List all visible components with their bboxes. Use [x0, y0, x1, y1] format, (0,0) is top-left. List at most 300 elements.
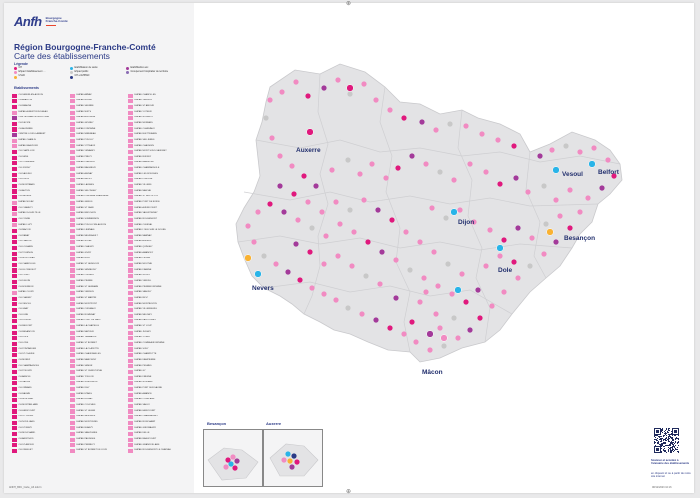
establishment-marker[interactable]	[333, 297, 338, 302]
qr-module	[673, 446, 674, 447]
establishment-name: EHPAD PIERREFONTAINE	[134, 285, 162, 288]
establishment-name: EHPAD JUSSEY	[134, 330, 151, 333]
establishment-marker[interactable]	[511, 143, 516, 148]
establishment-name: CH ARBOIS	[18, 375, 31, 378]
establishment-marker[interactable]	[529, 235, 534, 240]
establishment-marker[interactable]	[285, 269, 290, 274]
establishment-name: EHPAD GRANDVILLARS	[134, 443, 160, 446]
establishment-marker[interactable]	[423, 289, 428, 294]
qr-module	[673, 449, 674, 450]
establishment-marker[interactable]	[527, 263, 532, 268]
establishment-marker[interactable]	[451, 177, 456, 182]
establishment-marker[interactable]	[349, 263, 354, 268]
establishment-number-badge	[12, 409, 17, 413]
qr-module	[663, 439, 664, 440]
qr-module	[665, 434, 666, 435]
establishment-marker[interactable]	[293, 241, 298, 246]
qr-module	[670, 447, 671, 448]
establishment-number-badge	[128, 144, 133, 148]
establishment-name: EHPAD ST CHRISTOPHE	[76, 370, 103, 373]
establishment-marker[interactable]	[293, 79, 298, 84]
establishment-marker[interactable]	[383, 175, 388, 180]
city-label-macon: Mâcon	[422, 369, 443, 376]
qr-module	[674, 447, 675, 448]
establishment-marker[interactable]	[263, 115, 268, 120]
establishment-number-badge	[12, 218, 17, 222]
establishment-marker[interactable]	[345, 157, 350, 162]
qr-module	[671, 451, 672, 452]
establishment-marker[interactable]	[345, 305, 350, 310]
qr-module	[669, 444, 670, 445]
establishment-name: EHPAD MOIRANS	[134, 122, 153, 124]
establishment-number-badge	[70, 331, 75, 335]
establishment-number-badge	[12, 449, 17, 453]
qr-module	[672, 444, 673, 445]
legend-label: Groupement hospitalier de territoire	[130, 70, 169, 74]
establishment-marker[interactable]	[549, 147, 554, 152]
establishment-marker[interactable]	[577, 149, 582, 154]
establishment-number-badge	[12, 280, 17, 284]
establishment-number-badge	[70, 257, 75, 261]
establishment-marker[interactable]	[267, 201, 272, 206]
establishment-marker[interactable]	[357, 171, 362, 176]
qr-module	[668, 428, 669, 429]
qr-module	[656, 440, 657, 441]
establishment-name: EHPAD TRAMAYES	[76, 336, 97, 339]
establishment-name: EHPAD SANCEY	[134, 291, 152, 294]
establishment-number-badge	[128, 364, 133, 368]
qr-module	[667, 439, 668, 440]
establishment-number-badge	[12, 122, 17, 126]
establishment-marker[interactable]	[417, 239, 422, 244]
hub-marker[interactable]	[497, 245, 504, 252]
qr-module	[671, 438, 672, 439]
establishment-marker[interactable]	[513, 175, 518, 180]
establishment-marker[interactable]	[427, 347, 432, 352]
establishment-marker[interactable]	[497, 253, 502, 258]
establishment-marker[interactable]	[337, 221, 342, 226]
establishment-marker[interactable]	[407, 267, 412, 272]
qr-module	[654, 436, 655, 437]
establishment-marker[interactable]	[305, 93, 310, 98]
qr-module	[663, 443, 664, 444]
establishment-marker[interactable]	[291, 191, 296, 196]
qr-caption: Scannez et accédez à l'annuaire des établissements	[651, 459, 690, 466]
qr-module	[665, 443, 666, 444]
establishment-marker[interactable]	[347, 207, 352, 212]
establishment-marker[interactable]	[459, 271, 464, 276]
establishment-marker[interactable]	[525, 189, 530, 194]
establishment-number-badge	[70, 156, 75, 160]
establishment-marker[interactable]	[463, 299, 468, 304]
hub-marker[interactable]	[547, 229, 554, 236]
hub-marker[interactable]	[553, 167, 560, 174]
inset-auxerre-drawing	[264, 430, 322, 486]
qr-module	[678, 438, 679, 439]
establishment-number-badge	[128, 122, 133, 126]
establishment-marker[interactable]	[297, 277, 302, 282]
establishment-marker[interactable]	[585, 195, 590, 200]
qr-module	[668, 450, 669, 451]
establishment-name: EHPAD VITTEAUX	[76, 144, 96, 147]
establishment-marker[interactable]	[483, 169, 488, 174]
qr-link-text[interactable]: en cliquant ici ou à partir de notre site internet	[651, 472, 691, 479]
hub-marker[interactable]	[451, 209, 458, 216]
qr-module	[666, 438, 667, 439]
establishment-name: EHPAD SCEY	[134, 347, 149, 350]
establishment-marker[interactable]	[335, 253, 340, 258]
establishment-number-badge	[128, 342, 133, 346]
qr-module	[672, 448, 673, 449]
qr-module	[672, 446, 673, 447]
establishment-number-badge	[128, 404, 133, 408]
establishment-name: EHPAD CLERVAL	[134, 223, 153, 226]
hub-marker[interactable]	[589, 161, 596, 168]
qr-module	[661, 439, 662, 440]
hub-marker[interactable]	[455, 287, 462, 294]
establishment-marker[interactable]	[313, 183, 318, 188]
establishment-marker[interactable]	[363, 273, 368, 278]
establishment-number-badge	[70, 308, 75, 312]
establishment-marker[interactable]	[347, 91, 352, 96]
establishment-marker[interactable]	[245, 223, 250, 228]
establishment-marker[interactable]	[307, 249, 312, 254]
establishment-name: CH SALINS	[18, 381, 31, 384]
establishment-marker[interactable]	[563, 143, 568, 148]
qr-module	[670, 452, 671, 453]
qr-module	[655, 442, 656, 443]
establishment-number-badge	[128, 370, 133, 374]
establishment-marker[interactable]	[479, 131, 484, 136]
hub-marker[interactable]	[245, 255, 252, 262]
establishment-marker[interactable]	[359, 311, 364, 316]
establishment-marker[interactable]	[497, 181, 502, 186]
qr-module	[657, 435, 658, 436]
establishment-name: EHPAD HERICOURT	[134, 409, 156, 412]
qr-module	[671, 441, 672, 442]
qr-module	[667, 432, 668, 433]
qr-module	[677, 449, 678, 450]
establishment-marker[interactable]	[375, 207, 380, 212]
qr-module	[669, 438, 670, 439]
establishment-marker[interactable]	[373, 97, 378, 102]
establishment-marker[interactable]	[403, 229, 408, 234]
establishment-marker[interactable]	[373, 317, 378, 322]
establishment-number-badge	[128, 173, 133, 177]
establishment-marker[interactable]	[273, 261, 278, 266]
establishment-marker[interactable]	[377, 281, 382, 286]
establishment-marker[interactable]	[429, 205, 434, 210]
establishment-marker[interactable]	[455, 335, 460, 340]
inset-map-auxerre[interactable]	[263, 429, 323, 487]
establishment-marker[interactable]	[489, 303, 494, 308]
establishment-marker[interactable]	[387, 325, 392, 330]
qr-module	[668, 449, 669, 450]
establishment-name: CH PONTARLIER	[18, 347, 37, 350]
establishment-marker[interactable]	[251, 239, 256, 244]
establishment-number-badge	[128, 285, 133, 289]
establishments-heading: Etablissements	[14, 86, 39, 90]
establishment-number-badge	[128, 331, 133, 335]
qr-module	[671, 437, 672, 438]
establishment-marker[interactable]	[281, 209, 286, 214]
establishment-marker[interactable]	[361, 197, 366, 202]
establishment-marker[interactable]	[395, 165, 400, 170]
inset-besancon-drawing	[204, 430, 262, 486]
registration-mark-top: ⊕	[346, 1, 352, 7]
establishment-number-badge	[12, 161, 17, 165]
qr-module	[663, 436, 664, 437]
establishment-marker[interactable]	[361, 81, 366, 86]
hub-marker[interactable]	[255, 271, 262, 278]
establishment-marker[interactable]	[279, 89, 284, 94]
qr-module	[675, 448, 676, 449]
establishment-marker[interactable]	[269, 135, 274, 140]
establishment-number-badge	[70, 229, 75, 233]
qr-module	[668, 441, 669, 442]
hub-marker[interactable]	[427, 331, 434, 338]
establishment-name: EHPAD MIREBEAU	[76, 133, 96, 136]
qr-module	[662, 445, 663, 446]
establishment-name: EHPAD CUISERY	[76, 274, 95, 277]
establishment-marker[interactable]	[511, 259, 516, 264]
establishment-name: CH ARINTHOD	[18, 437, 34, 440]
establishment-name: EHPAD GUEUGNON	[76, 381, 98, 384]
city-label-dole: Dole	[498, 267, 513, 274]
qr-module	[669, 435, 670, 436]
establishment-marker[interactable]	[515, 275, 520, 280]
establishment-marker[interactable]	[387, 107, 392, 112]
establishment-number-badge	[12, 443, 17, 447]
establishment-number-badge	[128, 263, 133, 267]
establishment-marker[interactable]	[333, 199, 338, 204]
qr-module	[663, 440, 664, 441]
establishment-marker[interactable]	[501, 237, 506, 242]
establishment-marker[interactable]	[541, 183, 546, 188]
establishment-number-badge	[12, 116, 17, 120]
establishment-marker[interactable]	[431, 249, 436, 254]
establishment-marker[interactable]	[467, 327, 472, 332]
establishment-number-badge	[128, 229, 133, 233]
legend-swatch	[70, 76, 73, 79]
legend-label: Etab/Médico-soc	[130, 66, 149, 69]
establishment-marker[interactable]	[443, 215, 448, 220]
region-map[interactable]	[200, 52, 630, 382]
establishment-name: EHPAD NOLAY	[76, 240, 92, 243]
print-slug-left: ANFH_BFC_Carte_A3.indd 1	[9, 486, 42, 489]
establishment-name: EHPAD FRASNE	[134, 268, 152, 271]
establishment-marker[interactable]	[413, 339, 418, 344]
establishment-marker[interactable]	[435, 283, 440, 288]
qr-module	[664, 439, 665, 440]
establishment-marker[interactable]	[321, 85, 326, 90]
establishment-number-badge	[12, 167, 17, 171]
establishment-marker[interactable]	[433, 311, 438, 316]
establishment-marker[interactable]	[389, 217, 394, 222]
establishment-marker[interactable]	[335, 77, 340, 82]
establishment-number-badge	[128, 116, 133, 120]
establishment-marker[interactable]	[475, 287, 480, 292]
establishment-number-badge	[128, 133, 133, 137]
establishment-name: CH CLUNY	[18, 274, 30, 277]
establishment-number-badge	[12, 381, 17, 385]
qr-module	[669, 441, 670, 442]
establishment-name: EHPAD DAMPIERRE	[134, 358, 156, 361]
qr-module	[674, 450, 675, 451]
establishment-marker[interactable]	[409, 153, 414, 158]
establishment-name: CH MOUCHARD	[18, 432, 36, 435]
establishment-number-badge	[128, 223, 133, 227]
establishment-marker[interactable]	[319, 209, 324, 214]
establishment-marker[interactable]	[295, 217, 300, 222]
establishment-number-badge	[12, 387, 17, 391]
establishment-marker[interactable]	[323, 233, 328, 238]
establishment-marker[interactable]	[557, 213, 562, 218]
establishment-marker[interactable]	[577, 209, 582, 214]
establishment-number-badge	[128, 252, 133, 256]
establishment-name: CH MOREZ	[18, 358, 31, 361]
hub-marker[interactable]	[347, 85, 354, 92]
legend-swatch	[126, 76, 129, 79]
establishment-marker[interactable]	[289, 163, 294, 168]
establishment-marker[interactable]	[329, 167, 334, 172]
establishment-marker[interactable]	[495, 137, 500, 142]
establishment-marker[interactable]	[451, 315, 456, 320]
establishment-marker[interactable]	[419, 119, 424, 124]
establishment-name: EHPAD PORT SUR SAONE	[134, 387, 162, 390]
registration-mark-bottom: ⊕	[346, 489, 352, 495]
establishment-marker[interactable]	[261, 253, 266, 258]
establishment-marker[interactable]	[457, 207, 462, 212]
establishment-marker[interactable]	[321, 291, 326, 296]
qr-module	[669, 434, 670, 435]
establishment-marker[interactable]	[423, 161, 428, 166]
establishment-marker[interactable]	[277, 183, 282, 188]
establishment-number-badge	[128, 218, 133, 222]
establishment-marker[interactable]	[541, 251, 546, 256]
establishment-marker[interactable]	[267, 97, 272, 102]
qr-module	[670, 437, 671, 438]
establishment-name: CH ST AMOUR	[18, 443, 34, 446]
establishment-marker[interactable]	[301, 173, 306, 178]
establishment-marker[interactable]	[401, 331, 406, 336]
establishment-marker[interactable]	[463, 123, 468, 128]
establishment-marker[interactable]	[409, 319, 414, 324]
establishment-marker[interactable]	[567, 225, 572, 230]
qr-module	[678, 435, 679, 436]
region-shape	[236, 64, 622, 362]
establishment-marker[interactable]	[277, 153, 282, 158]
establishment-name: EHPAD AUDINCOURT	[134, 206, 157, 209]
qr-module	[670, 449, 671, 450]
establishment-marker[interactable]	[365, 239, 370, 244]
establishment-marker[interactable]	[417, 299, 422, 304]
establishment-number-badge	[12, 127, 17, 131]
establishment-name: EHPAD MONTPONT	[76, 302, 97, 305]
establishment-marker[interactable]	[433, 127, 438, 132]
establishment-marker[interactable]	[393, 295, 398, 300]
establishment-marker[interactable]	[437, 325, 442, 330]
hub-marker[interactable]	[307, 129, 314, 136]
establishment-number-badge	[128, 398, 133, 402]
establishment-marker[interactable]	[255, 209, 260, 214]
qr-module	[665, 450, 666, 451]
inset-map-besancon[interactable]	[203, 429, 263, 487]
logo-accent-bar	[46, 25, 56, 27]
establishment-number-badge	[12, 347, 17, 351]
establishment-marker[interactable]	[309, 285, 314, 290]
establishment-marker[interactable]	[401, 115, 406, 120]
establishment-marker[interactable]	[515, 225, 520, 230]
establishment-marker[interactable]	[379, 249, 384, 254]
establishment-marker[interactable]	[369, 161, 374, 166]
establishment-marker[interactable]	[441, 343, 446, 348]
establishment-marker[interactable]	[477, 315, 482, 320]
establishment-marker[interactable]	[543, 221, 548, 226]
qr-module	[661, 436, 662, 437]
establishment-marker[interactable]	[309, 225, 314, 230]
qr-module	[657, 440, 658, 441]
establishment-marker[interactable]	[437, 169, 442, 174]
establishment-marker[interactable]	[449, 291, 454, 296]
establishment-marker[interactable]	[537, 153, 542, 158]
qr-module	[664, 431, 665, 432]
establishment-marker[interactable]	[567, 187, 572, 192]
establishment-marker[interactable]	[467, 161, 472, 166]
qr-module	[668, 439, 669, 440]
establishment-marker[interactable]	[421, 275, 426, 280]
qr-module	[673, 445, 674, 446]
establishment-number-badge	[70, 404, 75, 408]
qr-module	[666, 445, 667, 446]
establishment-name: EHPAD CHAGNY	[76, 246, 94, 249]
establishment-number-badge	[12, 105, 17, 109]
establishment-marker[interactable]	[591, 145, 596, 150]
establishment-name: EHPAD VILLERSEXEL	[134, 308, 158, 311]
qr-module	[673, 451, 674, 452]
establishment-name: CH ST JULIEN	[18, 415, 34, 418]
establishment-number-badge	[128, 178, 133, 182]
establishment-number-badge	[12, 302, 17, 306]
qr-module	[677, 442, 678, 443]
establishment-number-badge	[70, 370, 75, 374]
hub-marker[interactable]	[441, 335, 448, 342]
establishments-column-3	[128, 93, 180, 454]
establishment-name: CH ST CLAUDE	[18, 353, 35, 356]
qr-module	[660, 444, 661, 445]
establishment-marker[interactable]	[351, 229, 356, 234]
establishment-marker[interactable]	[321, 261, 326, 266]
establishment-marker[interactable]	[305, 199, 310, 204]
establishment-marker[interactable]	[447, 121, 452, 126]
establishment-marker[interactable]	[501, 289, 506, 294]
establishment-name: EHPAD SANVIGNES	[76, 432, 98, 435]
establishment-marker[interactable]	[599, 185, 604, 190]
establishment-number-badge	[12, 206, 17, 210]
establishment-name: EHPAD GEVREY	[76, 122, 94, 124]
qr-code[interactable]	[651, 425, 682, 456]
establishment-name: CH POLIGNY	[18, 370, 32, 373]
establishment-marker[interactable]	[483, 263, 488, 268]
establishment-marker[interactable]	[487, 227, 492, 232]
establishment-marker[interactable]	[553, 197, 558, 202]
qr-module	[662, 432, 663, 433]
establishment-name: CH NEVERS	[18, 195, 32, 198]
establishment-marker[interactable]	[605, 157, 610, 162]
establishment-marker[interactable]	[445, 261, 450, 266]
establishment-marker[interactable]	[393, 257, 398, 262]
establishment-marker[interactable]	[553, 239, 558, 244]
